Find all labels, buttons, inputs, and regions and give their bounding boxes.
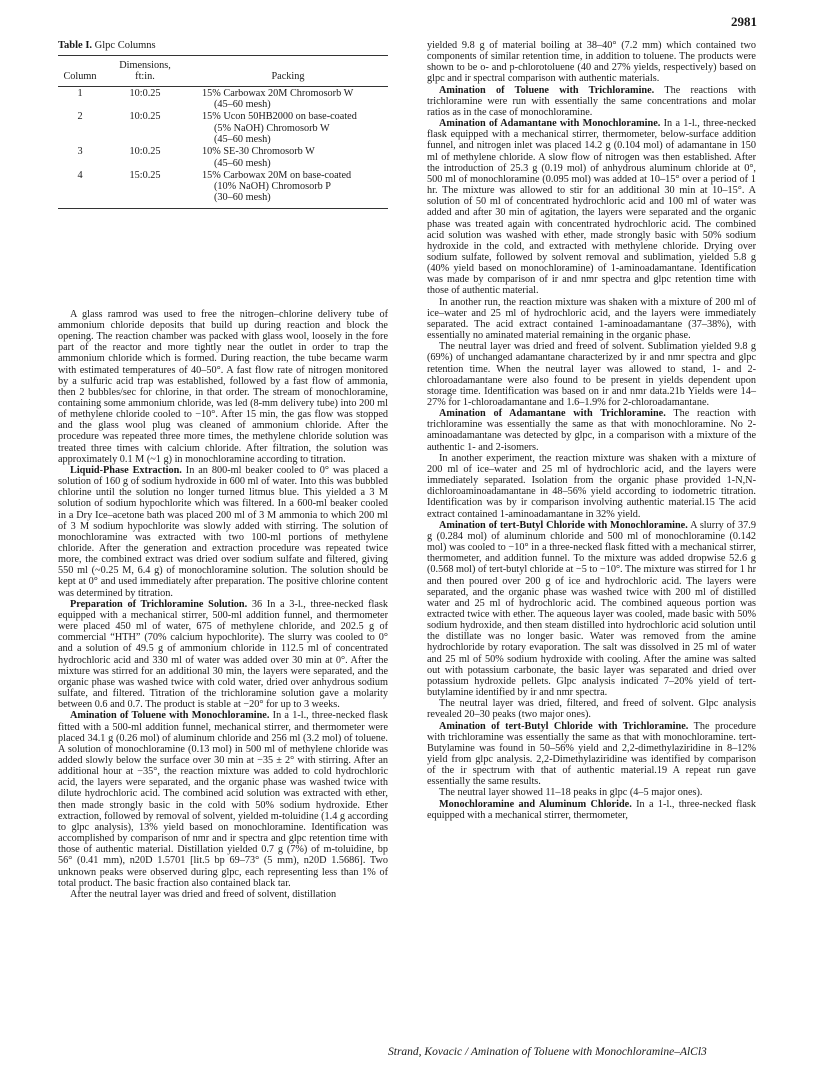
cell-packing [188,145,388,169]
paragraph-text: In another run, the reaction mixture was shaken with a mixture of 200 ml of ice–water and 25 ml of hydrochloric acid, and the layers were immediately separated. The acid extract contained 1-aminoadamantane (37–38%), with essentially no aminated material remaining in the organic phase. [427,296,756,342]
table-label: Table I. [58,40,93,51]
paragraph-text: A glass ramrod was used to free the nitrogen–chlorine delivery tube of ammonium chloride deposits that build up during reaction and block the opening. The reaction chamber was packed with glass wool, loosely in the fore part of the reactor and more tightly near the outlet in order to trap the ammonium chloride which is formed. During reaction, the tube became warm with estimated temperatures of 40–50°. A fast flow rate of nitrogen monitored by a sulfuric acid trap was established, followed by a fast flow of ammonia, then 2 bubbles/sec for chlorine, in that order. The stream of monochloramine, containing some ammonium chloride, was led (8-mm delivery tube) into 200 ml of methylene chloride cooled to −10°. After 15 min, the gas flow was stopped and the glass wool plug was cleaned of ammonium chloride. After the procedure was repeated three more times, the methylene chloride solution was treated three times with calcium chloride. After filtration, the solution was approximately 0.1 M (~1 g) in monochloramine according to titration. [58,308,388,465]
table-row [58,169,388,208]
body-paragraph [427,40,756,85]
cell-column: 1 [77,87,83,99]
header-packing: Packing [188,71,388,86]
section-heading: Amination of tert-Butyl Chloride with Trichloramine. [439,720,689,732]
paragraph-text: In an 800-ml beaker cooled to 0° was placed a solution of 160 g of sodium hydroxide in 600 ml of water. Into this was bubbled chlorine until the solution no longer turned litmus blue. This yielded a 3 M solution of sodium hypochlorite which was filtered. In a 600-ml beaker cooled in a Dry Ice–acetone bath was placed 200 ml of 3 M ammonia to which 200 ml of 3 M sodium hypochlorite was slowly added with stirring. The solution of monochloramine was extracted with two 100-ml portions of methylene chloride. After the generation and extraction procedure was repeated twice more, the combined extract was dried over sodium sulfate and filtered, giving 550 ml (~0.25 M, 6.4 g) of monochloramine solution. The solution should be kept at 0° and used immediately after preparation. The positive chlorine content was determined by titration. [58,464,389,599]
paragraph-text: The procedure with trichloramine was essentially the same as that with monochloramine. tert-Butylamine was found in 50–56% yield and 2,2-dimethylaziridine in 8–12% yield from glpc analysis. 2,2-Dimethylaziridine was identified by comparison of the ir spectrum with that of authentic material.19 A repeat run gave essentially the same results. [427,720,756,788]
paragraph-text: A slurry of 37.9 g (0.284 mol) of aluminum chloride and 500 ml of monochloramine (0.142 mol) was cooled to −10° in a three-necked flask fitted with a mechanical stirrer, thermometer, and addition funnel. To the mixture was added dropwise 52.6 g (0.568 mol) of tert-butyl chloride at −5 to −10°. The mixture was stirred for 1 hr and then poured over 200 g of ice and hydrochloric acid. The layers were separated, and the organic phase was washed twice with 200 ml of distilled water and 25 ml of hydrochloric acid. The combined aqueous portion was extracted twice with ether. The aqueous layer was cooled, made basic with 50% sodium hydroxide, and then steam distilled into hydrochloric acid solution until the distillate was no longer basic. Water was removed from the amine hydrochloride by rotary evaporation. The salt was dissolved in 25 ml of water and 25 ml of 50% sodium hydroxide with cooling. After the amine was salted out with potassium carbonate, the basic layer was separated and dried over potassium hydroxide pellets. Glpc analysis indicated 7–20% yield of tert-butylamine identified by ir and nmr spectra. [427,519,756,699]
body-paragraph [427,721,756,788]
packing-line: (10% NaOH) Chromosorb P [214,181,332,193]
packing-line: (45–60 mesh) [214,157,271,169]
right-body-text [427,40,756,821]
body-paragraph [427,453,756,520]
page-number: 2981 [731,14,757,29]
cell-dimensions: 10:0.25 [129,146,161,158]
header-column: Column [58,71,102,86]
paragraph-text: The reaction with trichloramine was essentially the same as that with monochloramine. No 2-aminoadamantane was detected by glpc, in a comparison with a mixture of the authentic 1- and 2-isomers. [427,408,756,453]
body-paragraph [427,341,756,408]
body-paragraph [427,85,756,118]
cell-packing [188,86,388,110]
paragraph-text: The neutral layer was dried and freed of solvent. Sublimation yielded 9.8 g (69%) of unchanged adamantane characterized by ir and nmr spectra and glpc retention time. When the neutral layer was allowed to stand, 1- and 2-chloroadamantane were also found to be present in yields dependent upon storage time. Identification was based on ir and nmr data.21b Yields were 14–27% for 1-chloroadamantane and 1.6–1.9% for 2-chloroadamantane. [427,341,756,408]
left-column [58,40,388,900]
body-paragraph [427,520,756,699]
paragraph-text: yielded 9.8 g of material boiling at 38–40° (7.2 mm) which contained two components of similar retention time, in addition to toluene. The products were shown to be o- and p-chlorotoluene (40 and 27% yields, respectively) based on glpc and ir spectral comparison with authentic materials. [427,40,756,85]
paragraph-text: In a 1-l., three-necked flask fitted with a 500-ml addition funnel, mechanical stirrer, and thermometer were placed 34.1 g (0.26 mol) of aluminum chloride and 256 ml (3.2 mol) of toluene. A solution of monochloramine (0.13 mol) in 500 ml of methylene chloride was added slowly below the surface over 30 min at −35 ± 2° with stirring. After an additional hour at −35°, the reaction mixture was added to cold hydrochloric acid, the layers were separated, and the organic phase was washed twice with dilute hydrochloric acid. The combined acid solution was extracted with ether, then made strongly basic in the cold with 50% sodium hydroxide. Ether extraction, followed by removal of solvent, yielded m-toluidine (1.4 g according to glpc analysis), 13% yield based on monochloramine. Identification was accomplished by comparison of nmr and ir spectra and glpc retention time with those of authentic material. Distillation yielded 0.7 g (7%) of m-toluidine, bp 56° (0.41 mm), n20D 1.5701 [lit.5 bp 69–73° (5 mm), n20D 1.5686]. Two unknown peaks were observed during glpc, each representing less than 1% of total product. The basic fraction also contained black tar. [58,710,389,889]
section-heading: Monochloramine and Aluminum Chloride. [439,798,632,810]
paragraph-text: After the neutral layer was dried and freed of solvent, distillation [70,888,337,900]
left-body-text [58,309,388,900]
table-row [58,86,388,110]
cell-dimensions: 10:0.25 [129,87,161,99]
body-paragraph [427,297,756,342]
section-heading: Amination of tert-Butyl Chloride with Monochloramine. [439,519,688,531]
body-paragraph [58,710,388,889]
glpc-columns-table [58,55,388,209]
header-dimensions-line1: Dimensions, [102,56,188,72]
cell-column: 2 [77,111,83,123]
body-paragraph [427,787,756,798]
right-column [427,40,756,821]
section-heading: Amination of Toluene with Monochloramine. [70,710,270,722]
paragraph-text: The neutral layer showed 11–18 peaks in glpc (4–5 major ones). [439,787,703,799]
packing-line: 15% Carbowax 20M on base-coated [202,169,352,181]
body-paragraph [58,889,388,900]
body-paragraph [58,599,388,711]
section-heading: Amination of Adamantane with Monochloramine. [439,118,661,130]
section-heading: Amination of Toluene with Trichloramine. [439,84,655,96]
section-heading: Preparation of Trichloramine Solution. [70,598,248,610]
table-title: Glpc Columns [94,40,156,51]
body-paragraph [58,309,388,465]
paragraph-text: In a 1-l., three-necked flask equipped with a mechanical stirrer, thermometer, [427,798,756,821]
section-heading: Liquid-Phase Extraction. [70,464,182,476]
packing-line: 15% Carbowax 20M Chromosorb W [202,87,354,99]
paragraph-text: 36 In a 3-l., three-necked flask equipped with a mechanical stirrer, 500-ml addition funnel, and thermometer were placed 450 ml of water, 675 of methylene chloride, and 202.5 g of commercial “HTH” (70% calcium hypochlorite). The slurry was cooled to 0° and a solution of 49.5 g of ammonium chloride in 112.5 ml of concentrated hydrochloric acid and 330 ml of water was added over 30 min at 0°. After the mixture was stirred for an additional 30 min, the layers were separated, and the organic phase was washed twice with cold water, dried over anhydrous sodium sulfate, and filtered. Titration of the trichloramine solution gave a molarity between 0.6 and 0.7. The product is stable at −20° for up to 3 weeks. [58,598,388,711]
cell-packing [188,110,388,145]
body-paragraph [427,799,756,821]
paragraph-text: The neutral layer was dried, filtered, and freed of solvent. Glpc analysis revealed 20–30 peaks (two major ones). [427,698,756,721]
body-paragraph [58,465,388,599]
cell-column: 3 [77,146,83,158]
header-dimensions-line2: ft:in. [102,71,188,86]
cell-dimensions: 15:0.25 [129,169,161,181]
packing-line: (30–60 mesh) [214,192,271,204]
body-paragraph [427,408,756,453]
body-paragraph [427,118,756,297]
packing-line: (45–60 mesh) [214,133,271,145]
cell-packing [188,169,388,208]
body-paragraph [427,698,756,720]
packing-line: 10% SE-30 Chromosorb W [202,146,315,158]
table-caption [58,40,388,51]
packing-line: 15% Ucon 50HB2000 on base-coated [202,111,357,123]
cell-column: 4 [77,169,83,181]
running-footer: Strand, Kovacic / Amination of Toluene with Monochloramine–AlCl3 [388,1046,707,1058]
table-row [58,110,388,145]
cell-dimensions: 10:0.25 [129,111,161,123]
packing-line: (45–60 mesh) [214,99,271,111]
paragraph-text: In another experiment, the reaction mixture was shaken with a mixture of 200 ml of ice–water and 25 ml of hydrochloric acid, and the layers were immediately separated. Isolation from the organic phase provided 1-N,N-dichloroaminoadamantane in 48–56% yield according to iodometric titration. Identification was by ir comparison involving authentic material.15 The acid extract contained 1-aminoadamantane in 32% yield. [427,452,756,520]
packing-line: (5% NaOH) Chromosorb W [214,122,330,134]
paragraph-text: The reactions with trichloramine were run with essentially the same concentrations and molar ratios as in the case of monochloramine. [427,84,757,118]
paragraph-text: In a 1-l., three-necked flask equipped with a mechanical stirrer, thermometer, below-surface addition funnel, and nitrogen inlet was placed 14.2 g (0.104 mol) of adamantane in 150 ml of methylene chloride. A slow flow of nitrogen was then established. After the introduction of 25.3 g (0.19 mol) of anhydrous aluminum chloride at 0°, 500 ml of monochloramine (0.095 mol) was added at 10–15° over a period of 1 hr. The mixture was allowed to stir for an additional 30 min at 10–15°. A solution of 50 ml of concentrated hydrochloric acid and 100 ml of water was added and after 30 min of agitation, the layers were separated and the organic phase was treated again with concentrated hydrochloric acid. The combined acid solution was washed with ether, made strongly basic with 50% sodium hydroxide in the cold, and extracted with methylene chloride. Drying over sodium sulfate, followed by solvent removal and sublimation, yielded 5.8 g (40% yield based on monochloramine) of 1-aminoadamantane. Identification was made by comparison of ir and nmr spectra and glpc retention time with those of authentic material. [427,118,757,297]
table-row [58,145,388,169]
section-heading: Amination of Adamantane with Trichloramine. [439,408,666,420]
